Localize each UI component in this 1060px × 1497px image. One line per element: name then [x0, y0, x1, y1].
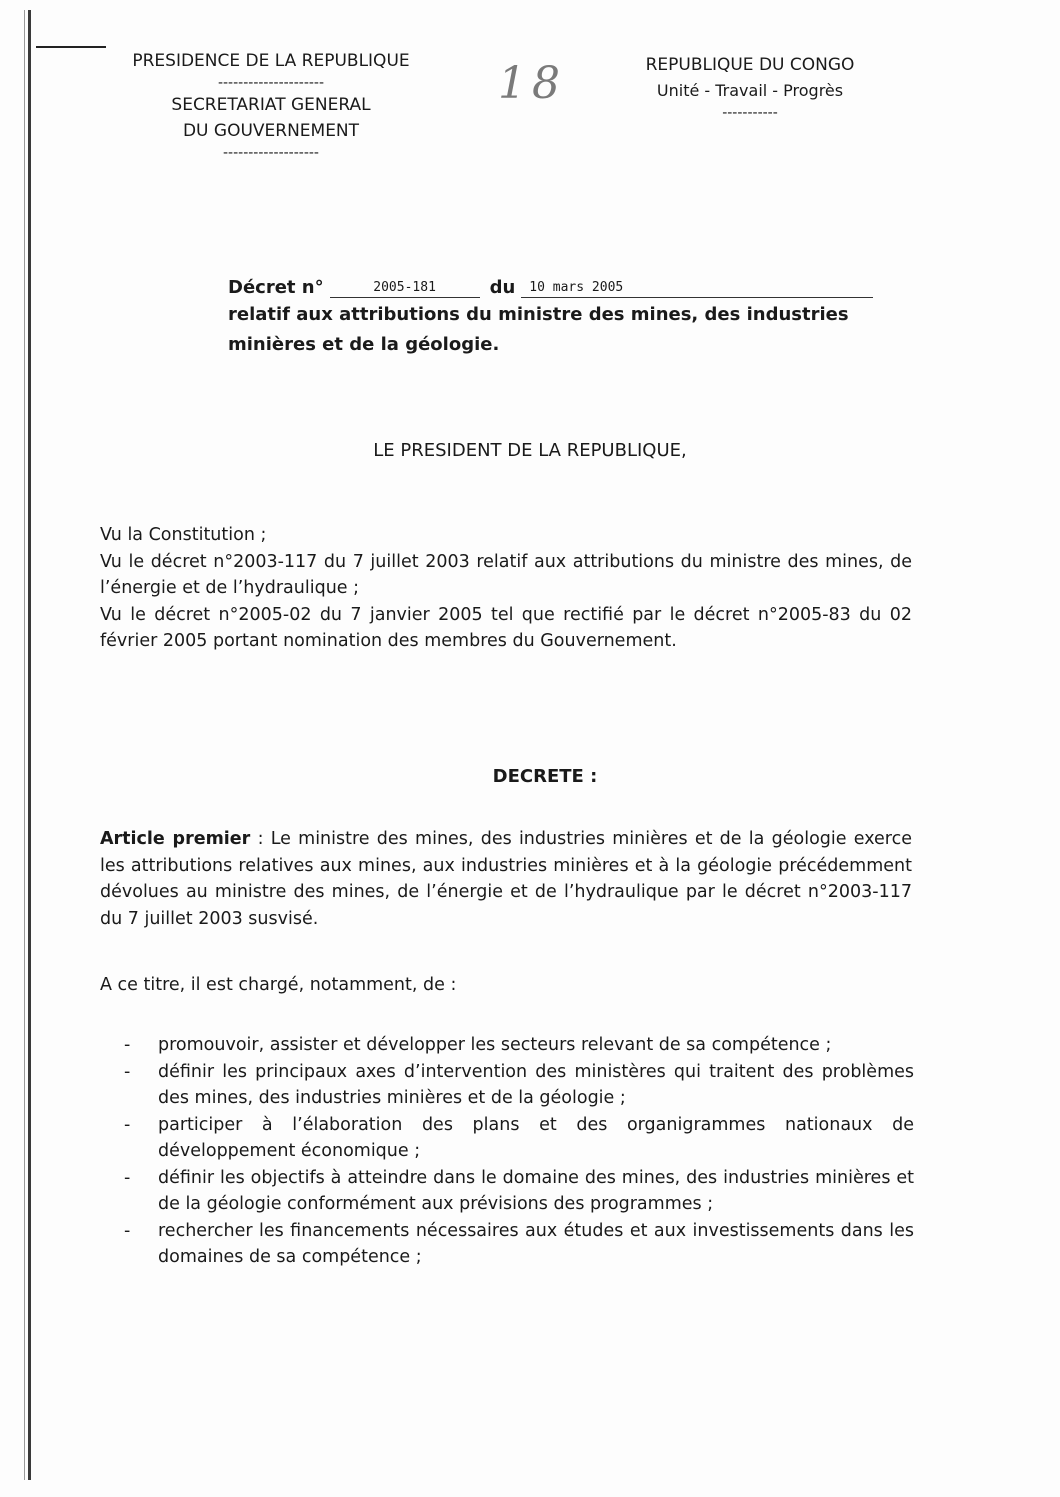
header-right-separator: -----------	[722, 105, 778, 121]
header-secretariat: SECRETARIAT GENERAL	[171, 95, 371, 115]
list-item: - définir les principaux axes d’intervention des ministères qui traitent des problèmes des mines, des industries minières et de la géologie ;	[124, 1059, 914, 1112]
visa-decret-2003: Vu le décret n°2003-117 du 7 juillet 2003 relatif aux attributions du ministre des mines, de l’énergie et de l’hydraulique ;	[100, 551, 912, 598]
decrete-heading: DECRETE :	[492, 766, 598, 787]
decree-title: relatif aux attributions du ministre des mines, des industries minières et de la géologie.	[228, 304, 849, 355]
list-item: - rechercher les financements nécessaires aux études et aux investissements dans les domaines de sa compétence ;	[124, 1218, 914, 1271]
header-republique: REPUBLIQUE DU CONGO	[645, 55, 855, 75]
visas-block	[100, 522, 912, 655]
list-item: - définir les objectifs à atteindre dans le domaine des mines, des industries minières et de la géologie conformément aux prévisions des programmes ;	[124, 1165, 914, 1218]
header-left-separator-1: ---------------------	[217, 75, 325, 91]
header-motto: Unité - Travail - Progrès	[656, 81, 844, 100]
article-label: Article premier	[100, 829, 251, 849]
president-heading: LE PRESIDENT DE LA REPUBLIQUE,	[373, 440, 687, 461]
scan-binding-line	[28, 10, 31, 1480]
decree-number-line	[228, 268, 888, 298]
decree-reference	[228, 268, 888, 360]
article-premier	[100, 826, 912, 932]
decree-date: 10 mars 2005	[521, 280, 873, 298]
list-item: - participer à l’élaboration des plans et des organigrammes nationaux de développement économique ;	[124, 1112, 914, 1165]
attributions-list	[124, 1032, 914, 1271]
decree-prefix: Décret n°	[228, 277, 324, 298]
visa-decret-2005: Vu le décret n°2005-02 du 7 janvier 2005 tel que rectifié par le décret n°2005-83 du 02 février 2005 portant nomination des membres du Gouvernement.	[100, 604, 912, 651]
header-presidence: PRESIDENCE DE LA REPUBLIQUE	[132, 51, 410, 71]
decree-number: 2005-181	[330, 280, 480, 298]
header-gouvernement: DU GOUVERNEMENT	[182, 121, 360, 141]
handwritten-page-number: 18	[498, 58, 566, 109]
visa-constitution: Vu la Constitution ;	[100, 525, 267, 545]
decree-du: du	[489, 277, 516, 298]
scan-edge-line	[24, 10, 25, 1480]
header-left	[96, 48, 446, 162]
article-text: : Le ministre des mines, des industries minières et de la géologie exerce les attributions relatives aux mines, aux industries minières et à la géologie précédemment dévolues au ministre des mines, de l’énergie et de l’hydraulique par le décret n°2003-117 du 7 juillet 2003 susvisé.	[100, 829, 912, 929]
header-left-separator-2: -------------------	[223, 145, 319, 161]
attributions-intro: A ce titre, il est chargé, notamment, de :	[100, 975, 457, 995]
header-right	[610, 52, 890, 122]
list-item: - promouvoir, assister et développer les secteurs relevant de sa compétence ;	[124, 1032, 914, 1059]
